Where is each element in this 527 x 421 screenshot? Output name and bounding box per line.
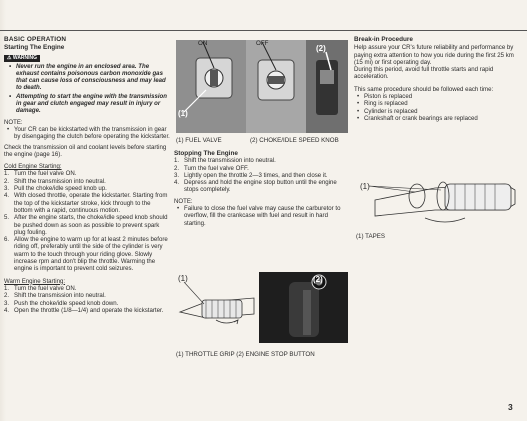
cold-start-steps bbox=[4, 170, 170, 272]
breakin-item: • Ring is replaced bbox=[364, 100, 522, 107]
step: 4. Open the throttle (1/8—1/4) and operate the kickstarter. bbox=[4, 306, 164, 314]
page-number: 3 bbox=[508, 402, 513, 412]
stopping-heading: Stopping The Engine bbox=[174, 150, 238, 157]
callout-2: (2) bbox=[316, 44, 326, 53]
tapes-callout: (1) bbox=[360, 182, 370, 191]
warm-start-steps bbox=[4, 285, 170, 314]
check-text: Check the transmission oil and coolant levels before starting the engine (page 16). bbox=[4, 143, 167, 158]
throttle-grip-drawing bbox=[176, 262, 258, 346]
breakin-heading: Break-in Procedure bbox=[354, 36, 413, 43]
grip-callout: (1) bbox=[178, 274, 188, 283]
step: 5. After the engine starts, the choke/idle speed knob should be pushed down as soon as possible to prevent spark plug fouling. bbox=[4, 214, 168, 236]
warning-item: • Attempting to start the engine with the transmission in gear and clutch engaged may result in injury or damage. bbox=[16, 93, 170, 115]
step: 2. Turn the fuel valve OFF. bbox=[174, 164, 249, 172]
step: 3. Lightly open the throttle 2—3 times, and then close it. bbox=[174, 171, 328, 179]
note-list bbox=[4, 126, 170, 141]
callout-1: (1) bbox=[178, 109, 188, 118]
step: 1. Turn the fuel valve ON. bbox=[4, 170, 77, 178]
note-list bbox=[174, 205, 346, 227]
fuel-valve-illustration bbox=[176, 40, 348, 133]
step: 4. Depress and hold the engine stop button until the engine stops completely. bbox=[174, 179, 337, 194]
fig1-caption-1: (1) FUEL VALVE bbox=[176, 137, 222, 144]
warning-badge: ⚠ WARNING bbox=[4, 55, 40, 62]
header-rule bbox=[0, 30, 527, 31]
off-label: OFF bbox=[256, 40, 269, 47]
fig3-caption: (1) TAPES bbox=[356, 233, 385, 240]
step: 2. Shift the transmission into neutral. bbox=[4, 177, 106, 185]
breakin-list bbox=[354, 93, 522, 122]
stop-callout: (2) bbox=[313, 275, 323, 284]
fig2-caption: (1) THROTTLE GRIP (2) ENGINE STOP BUTTON bbox=[176, 351, 315, 358]
breakin-text: Help assure your CR's future reliability and performance by paying extra attention to how you ride during the first 25 km (15 mi) or first operating day. bbox=[354, 44, 514, 66]
fuel-valve-photo bbox=[176, 40, 348, 133]
warning-item: • Never run the engine in an enclosed area. The exhaust contains poisonous carbon monoxide gas that can cause loss of consciousness and may lead to death. bbox=[16, 63, 170, 92]
stop-button-photo bbox=[259, 272, 348, 343]
step: 1. Shift the transmission into neutral. bbox=[174, 157, 276, 165]
step: 2. Shift the transmission into neutral. bbox=[4, 292, 106, 300]
stopping-steps bbox=[174, 157, 346, 193]
on-label: ON bbox=[198, 40, 208, 47]
note-label: NOTE: bbox=[174, 197, 193, 205]
tapes-drawing bbox=[355, 160, 525, 230]
note-label: NOTE: bbox=[4, 118, 23, 126]
breakin-text: This same procedure should be followed each time: bbox=[354, 85, 494, 93]
note-item: • Failure to close the fuel valve may cause the carburetor to overflow, fill the crankcase with fuel and result in hard starting. bbox=[184, 205, 346, 227]
section-subtitle: Starting The Engine bbox=[4, 44, 65, 52]
cold-start-heading: Cold Engine Starting: bbox=[4, 163, 62, 171]
middle-column bbox=[174, 149, 346, 227]
breakin-item: • Cylinder is replaced bbox=[364, 108, 522, 115]
right-column bbox=[354, 35, 522, 122]
step: 3. Pull the choke/idle speed knob up. bbox=[4, 185, 107, 193]
step: 1. Turn the fuel valve ON. bbox=[4, 284, 77, 292]
step: 4. With closed throttle, operate the kickstarter. Starting from the top of the kickstarter stroke, kick through to the bottom with a rapid, continuous motion. bbox=[4, 192, 168, 214]
breakin-text: During this period, avoid full throttle starts and rapid acceleration. bbox=[354, 66, 494, 81]
section-title: BASIC OPERATION bbox=[4, 36, 67, 43]
warning-list bbox=[4, 63, 170, 115]
warm-start-heading: Warm Engine Starting: bbox=[4, 277, 66, 285]
breakin-item: • Crankshaft or crank bearings are replaced bbox=[364, 115, 522, 122]
breakin-item: • Piston is replaced bbox=[364, 93, 522, 100]
step: 3. Push the choke/idle speed knob down. bbox=[4, 299, 119, 307]
fig1-caption-2: (2) CHOKE/IDLE SPEED KNOB bbox=[250, 137, 339, 144]
note-item: • Your CR can be kickstarted with the transmission in gear by disengaging the clutch before operating the kickstarter. bbox=[14, 126, 170, 141]
left-column bbox=[4, 36, 170, 314]
step: 6. Allow the engine to warm up for at least 2 minutes before riding off, preferably until the side of the cylinder is very warm to the touch through your riding glove. Slowly increase rpm and don't blip the throttle. Warming the engine is important to prevent cold seizures. bbox=[4, 236, 168, 273]
